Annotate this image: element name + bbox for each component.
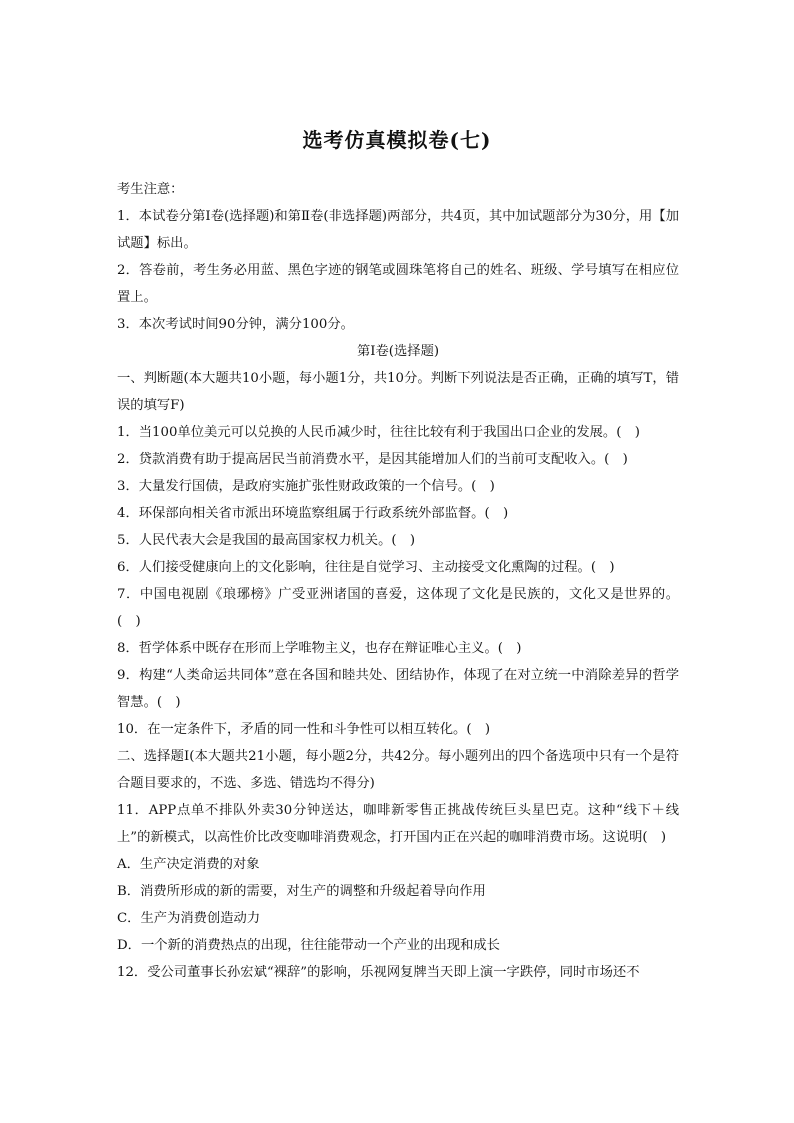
exam-content	[117, 176, 679, 986]
answer-option: C．生产为消费创造动力	[117, 911, 261, 926]
judgment-question: 7．中国电视剧《琅琊榜》广受亚洲诸国的喜爱，这体现了文化是民族的，文化又是世界的。( )	[117, 587, 679, 629]
question-stem: 11．APP点单不排队外卖30分钟送达，咖啡新零售正挑战传统巨头星巴克。这种“线下＋线上”的新模式，以高性价比改变咖啡消费观念，打开国内正在兴起的咖啡消费市场。这说明( )	[117, 803, 679, 845]
judgment-question: 8．哲学体系中既存在形而上学唯物主义，也存在辩证唯心主义。( )	[117, 641, 522, 656]
judgment-question: 3．大量发行国债，是政府实施扩张性财政政策的一个信号。( )	[117, 479, 495, 494]
judgment-question: 2．贷款消费有助于提高居民当前消费水平，是因其能增加人们的当前可支配收入。( )	[117, 452, 628, 467]
section-title: 第Ⅰ卷(选择题)	[356, 344, 440, 359]
judgment-question: 10．在一定条件下，矛盾的同一性和斗争性可以相互转化。( )	[117, 722, 491, 737]
exam-title: 选考仿真模拟卷(七)	[302, 128, 492, 152]
notice-heading: 考生注意：	[117, 182, 184, 197]
question-stem: 12．受公司董事长孙宏斌“裸辞”的影响，乐视网复牌当天即上演一字跌停，同时市场还不	[117, 965, 640, 980]
answer-option: D．一个新的消费热点的出现，往往能带动一个产业的出现和成长	[117, 938, 500, 953]
answer-option: B．消费所形成的新的需要，对生产的调整和升级起着导向作用	[117, 884, 486, 899]
part-heading: 一、判断题(本大题共10小题，每小题1分，共10分。判断下列说法是否正确，正确的填写T，错误的填写F)	[117, 371, 679, 413]
notice-item: 2．答卷前，考生务必用蓝、黑色字迹的钢笔或圆珠笔将自己的姓名、班级、学号填写在相应位置上。	[117, 263, 679, 305]
notice-item: 1．本试卷分第Ⅰ卷(选择题)和第Ⅱ卷(非选择题)两部分，共4页，其中加试题部分为30分，用【加试题】标出。	[117, 209, 679, 251]
judgment-question: 4．环保部向相关省市派出环境监察组属于行政系统外部监督。( )	[117, 506, 509, 521]
notice-item: 3．本次考试时间90分钟，满分100分。	[117, 317, 354, 332]
answer-option: A．生产决定消费的对象	[117, 857, 260, 872]
judgment-question: 6．人们接受健康向上的文化影响，往往是自觉学习、主动接受文化熏陶的过程。( )	[117, 560, 615, 575]
part-heading: 二、选择题Ⅰ(本大题共21小题，每小题2分，共42分。每小题列出的四个备选项中只有一个是符合题目要求的，不选、多选、错选均不得分)	[117, 749, 679, 791]
judgment-question: 5．人民代表大会是我国的最高国家权力机关。( )	[117, 533, 416, 548]
judgment-question: 9．构建“人类命运共同体”意在各国和睦共处、团结协作，体现了在对立统一中消除差异的哲学智慧。( )	[117, 668, 679, 710]
judgment-question: 1．当100单位美元可以兑换的人民币减少时，往往比较有利于我国出口企业的发展。( )	[117, 425, 640, 440]
